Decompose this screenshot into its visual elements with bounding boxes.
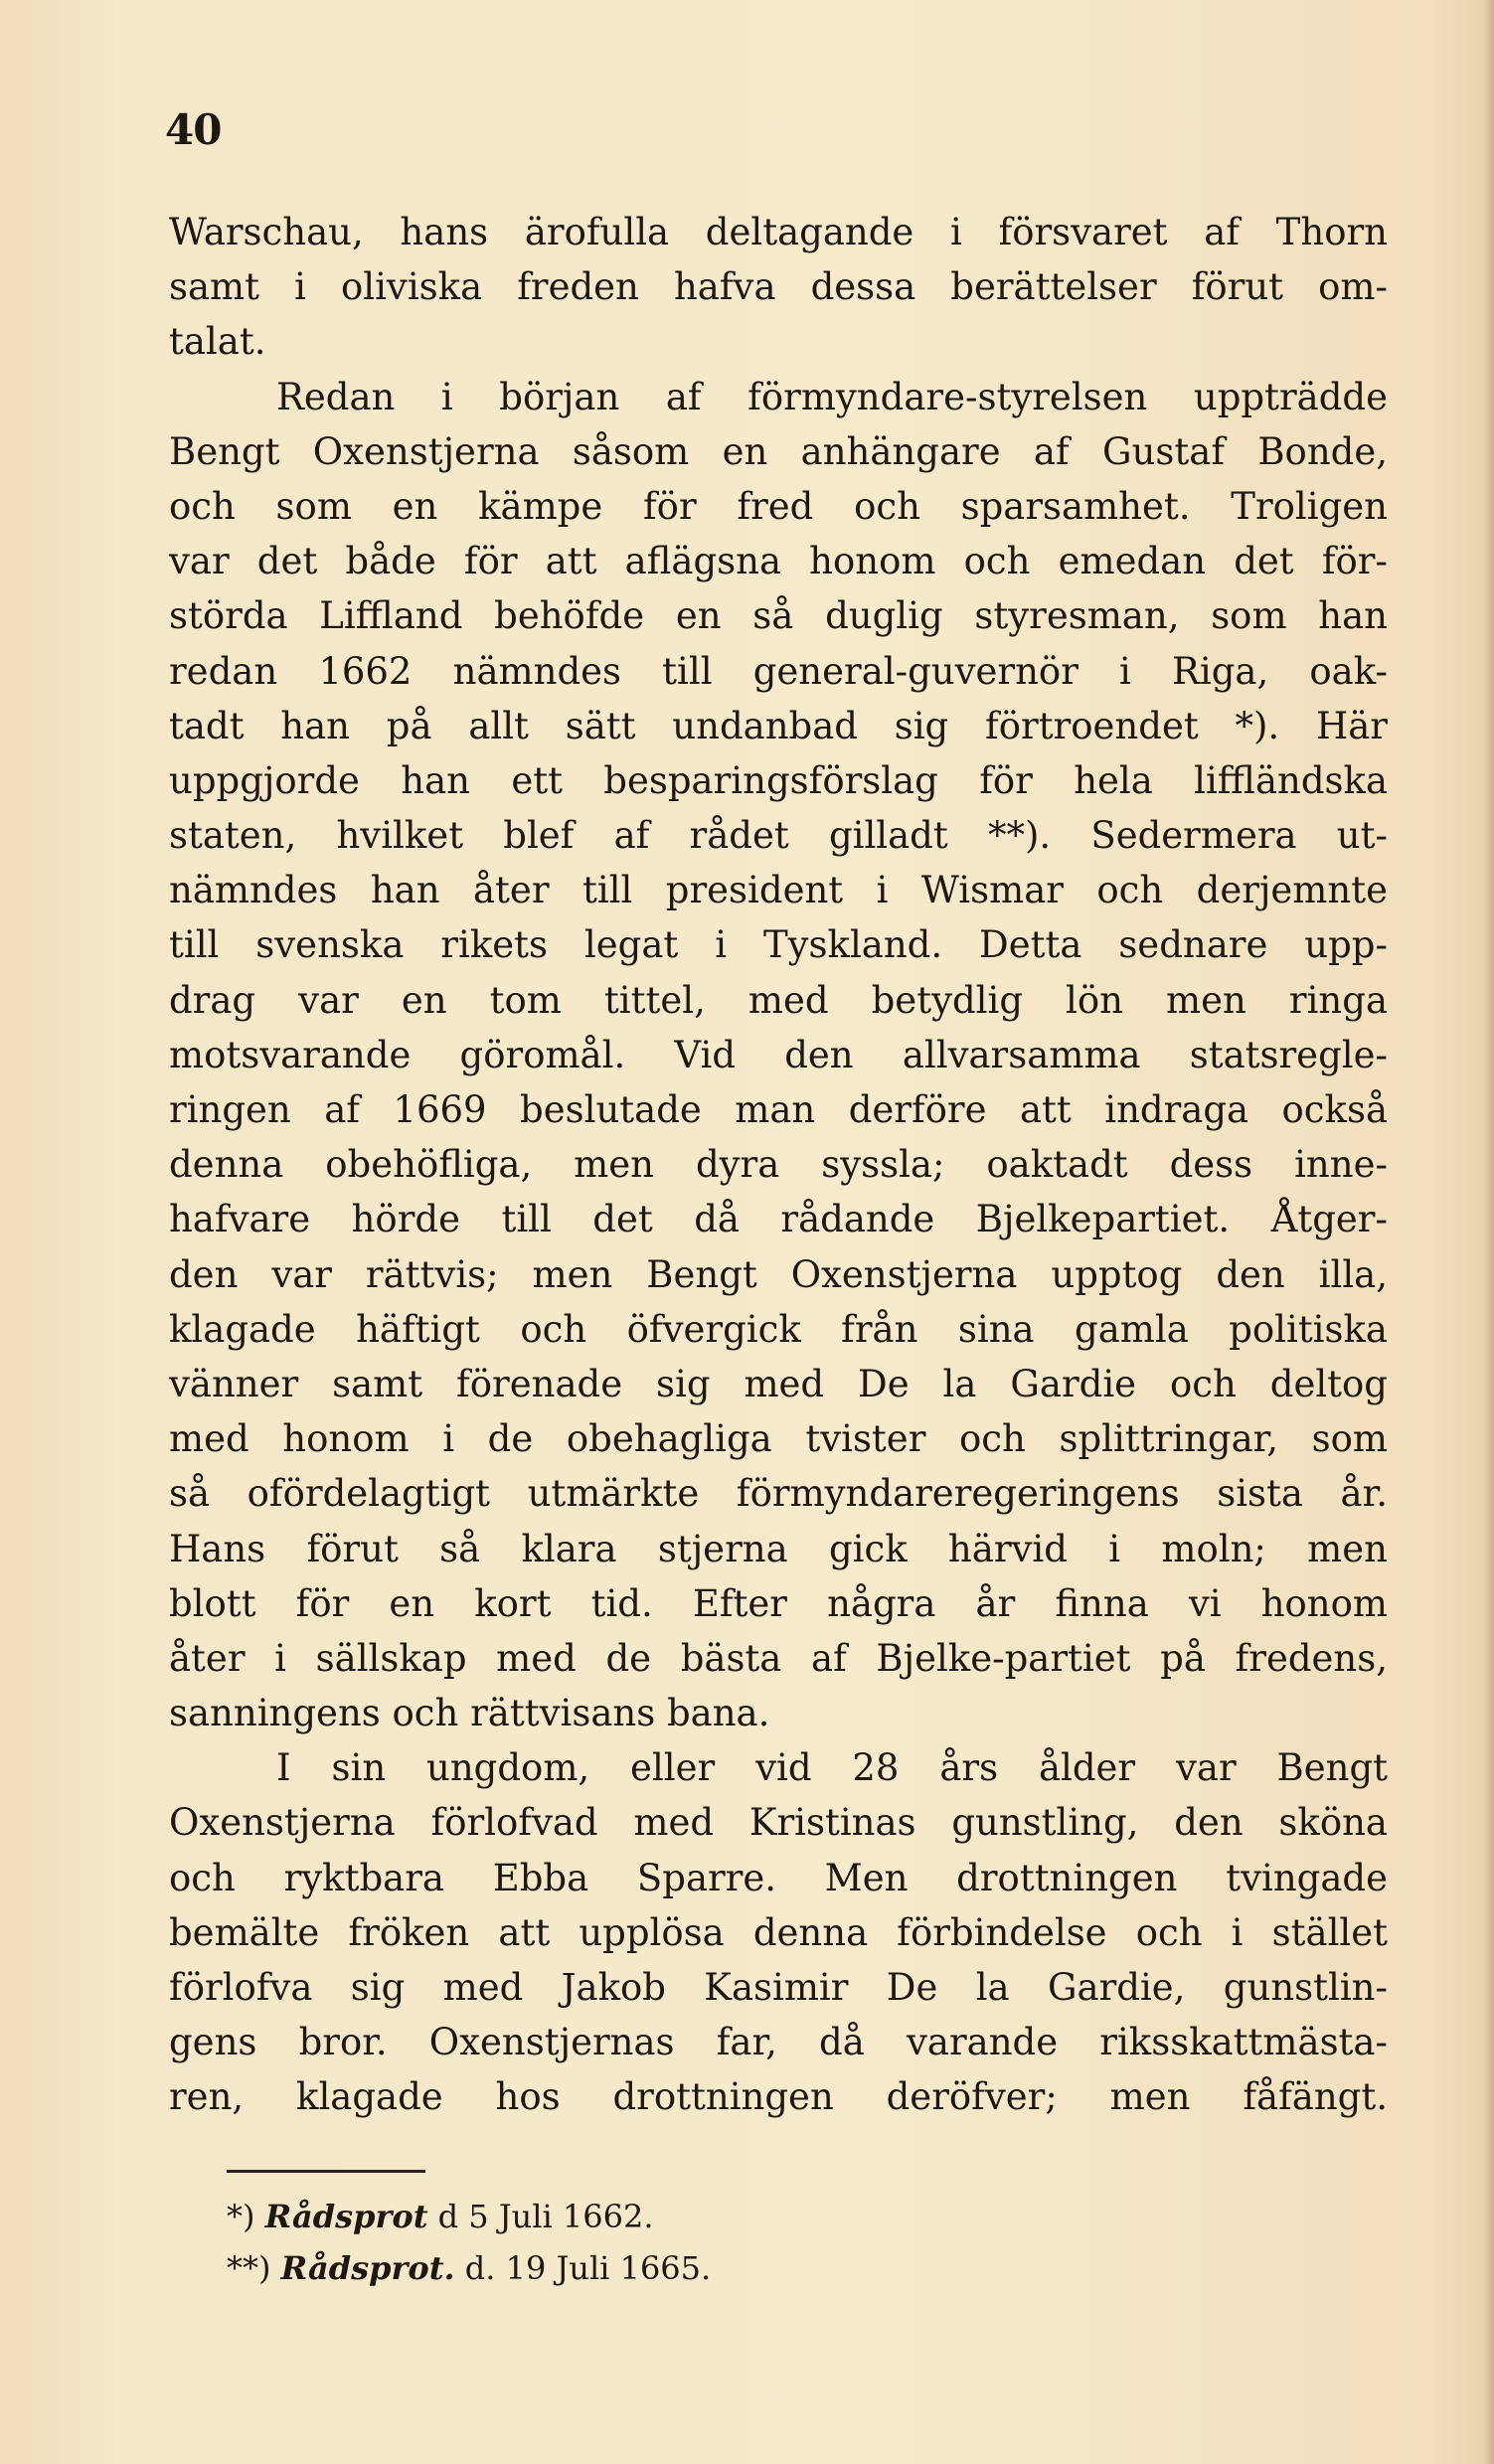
text-line: Hans förut så klara stjerna gick härvid i moln; men — [169, 1527, 1388, 1570]
footnote-mark: **) — [227, 2249, 271, 2287]
text-line: var det både för att aflägsna honom och emedan det för- — [169, 540, 1388, 583]
text-line: klagade häftigt och öfvergick från sina gamla politiska — [169, 1307, 1388, 1351]
text-line: och som en kämpe för fred och sparsamhet. Troligen — [169, 484, 1388, 528]
text-line: bemälte fröken att upplösa denna förbindelse och i stället — [169, 1910, 1388, 1954]
text-line: och ryktbara Ebba Sparre. Men drottningen tvingade — [169, 1856, 1388, 1899]
text-line: I sin ungdom, eller vid 28 års ålder var Bengt — [276, 1746, 1388, 1790]
footnote-divider — [227, 2170, 425, 2173]
text-line: så ofördelagtigt utmärkte förmyndareregeringens sista år. — [169, 1472, 1388, 1516]
text-line: uppgjorde han ett besparingsförslag för hela liffländska — [169, 758, 1388, 802]
footnote-mark: *) — [227, 2198, 255, 2235]
text-line: ringen af 1669 beslutade man derföre att indraga också — [169, 1088, 1388, 1131]
text-line: denna obehöfliga, men dyra syssla; oaktadt dess inne- — [169, 1143, 1388, 1187]
text-line: motsvarande göromål. Vid den allvarsamma statsregle- — [169, 1033, 1388, 1076]
text-line: Oxenstjerna förlofvad med Kristinas gunstling, den sköna — [169, 1801, 1388, 1845]
text-line: samt i oliviska freden hafva dessa berättelser förut om- — [169, 265, 1388, 309]
footnote-date: d. 19 Juli 1665. — [464, 2249, 712, 2287]
footnote — [227, 2242, 711, 2294]
text-line: blott för en kort tid. Efter några år finna vi honom — [169, 1581, 1388, 1625]
text-line: nämndes han åter till president i Wismar och derjemnte — [169, 869, 1388, 912]
footnote-source: Rådsprot — [264, 2198, 428, 2235]
text-line: staten, hvilket blef af rådet gilladt **). Sedermera ut- — [169, 814, 1388, 858]
text-line: Warschau, hans ärofulla deltagande i försvaret af Thorn — [169, 211, 1388, 253]
page-number: 40 — [165, 105, 222, 154]
text-line: gens bror. Oxenstjernas far, då varande riksskattmästa- — [169, 2021, 1388, 2064]
text-line: vänner samt förenade sig med De la Gardie och deltog — [169, 1362, 1388, 1405]
text-line: till svenska rikets legat i Tyskland. Detta sednare upp- — [169, 923, 1388, 967]
text-line: Redan i början af förmyndare-styrelsen uppträdde — [276, 375, 1388, 418]
text-line: störda Liffland behöfde en så duglig styresman, som han — [169, 594, 1388, 638]
footnote-source: Rådsprot. — [280, 2249, 455, 2287]
text-line: den var rättvis; men Bengt Oxenstjerna upptog den illa, — [169, 1252, 1388, 1296]
page-edge-shadow — [1484, 0, 1494, 2464]
text-line: drag var en tom tittel, med betydlig lön men ringa — [169, 978, 1388, 1022]
text-line: hafvare hörde till det då rådande Bjelkepartiet. Åtger- — [169, 1198, 1388, 1241]
footnote-date: d 5 Juli 1662. — [437, 2198, 654, 2235]
text-line: sanningens och rättvisans bana. — [169, 1692, 770, 1735]
text-line: redan 1662 nämndes till general-guvernör i Riga, oak- — [169, 649, 1388, 693]
text-line: ren, klagade hos drottningen deröfver; men fåfängt. — [169, 2075, 1388, 2119]
footnote — [227, 2191, 711, 2242]
text-line: talat. — [169, 320, 266, 364]
footnotes — [227, 2191, 711, 2294]
text-line: med honom i de obehagliga tvister och splittringar, som — [169, 1417, 1388, 1461]
body-text — [169, 205, 1388, 2125]
text-line: åter i sällskap med de bästa af Bjelke-partiet på fredens, — [169, 1636, 1388, 1680]
text-line: tadt han på allt sätt undanbad sig förtroendet *). Här — [169, 704, 1388, 747]
text-line: Bengt Oxenstjerna såsom en anhängare af Gustaf Bonde, — [169, 429, 1388, 473]
text-line: förlofva sig med Jakob Kasimir De la Gardie, gunstlin- — [169, 1966, 1388, 2009]
